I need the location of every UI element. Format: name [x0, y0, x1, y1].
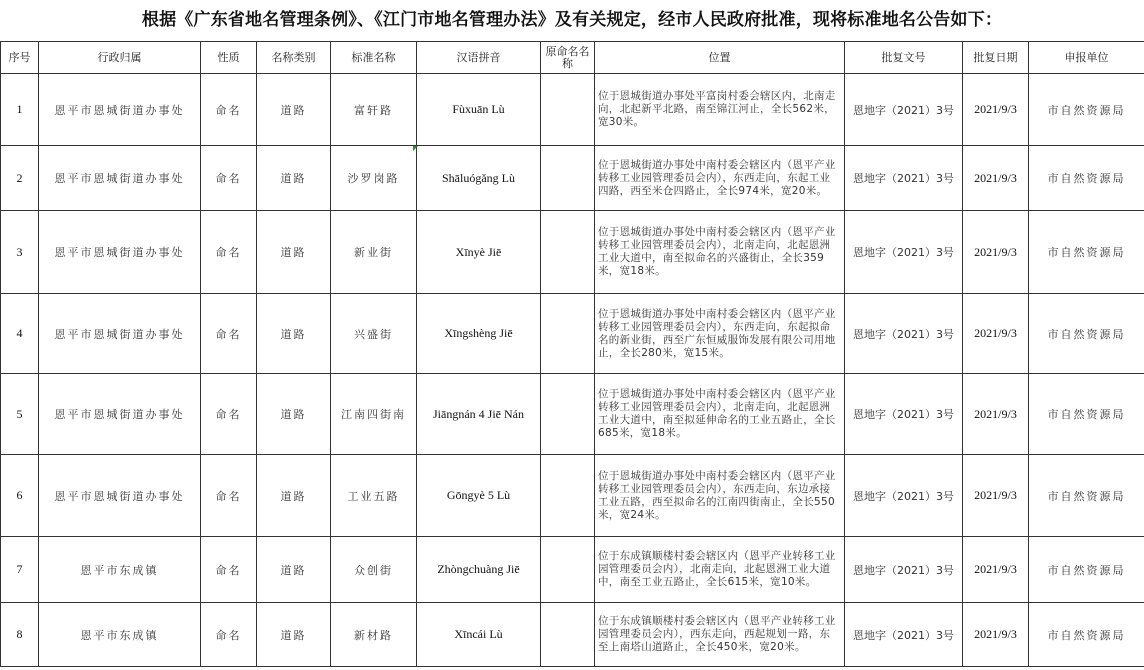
cell-date: 2021/9/3 — [963, 374, 1029, 455]
header-doc-no: 批复文号 — [845, 42, 963, 74]
cell-doc-no: 恩地字（2021）3号 — [845, 146, 963, 211]
cell-no: 6 — [1, 455, 39, 537]
cell-doc-no: 恩地字（2021）3号 — [845, 603, 963, 667]
header-row — [1, 42, 1144, 74]
cell-location: 位于恩城街道办事处中南村委会辖区内（恩平产业转移工业园管理委员会内），北南走向，北起恩洲工业大道中，南至拟命名的兴盛街止，全长359米，宽18米。 — [595, 211, 845, 294]
cell-original-name — [541, 146, 595, 211]
cell-unit: 市自然资源局 — [1029, 146, 1144, 211]
cell-category: 道路 — [257, 374, 331, 455]
cell-standard-name: 工业五路 — [331, 455, 417, 537]
header-standard-name: 标准名称 — [331, 42, 417, 74]
cell-comment-marker — [413, 146, 418, 151]
cell-no: 3 — [1, 211, 39, 294]
cell-admin: 恩平市恩城街道办事处 — [39, 211, 201, 294]
cell-no: 5 — [1, 374, 39, 455]
header-date: 批复日期 — [963, 42, 1029, 74]
cell-nature: 命名 — [201, 211, 257, 294]
cell-nature: 命名 — [201, 294, 257, 374]
page-title: 根据《广东省地名管理条例》、《江门市地名管理办法》及有关规定，经市人民政府批准，现将标准地名公告如下： — [141, 10, 1003, 30]
cell-doc-no: 恩地字（2021）3号 — [845, 74, 963, 146]
cell-pinyin: Xīnyè Jiē — [417, 211, 541, 294]
table-row — [1, 537, 1144, 603]
cell-pinyin: Zhòngchuàng Jiē — [417, 537, 541, 603]
cell-unit: 市自然资源局 — [1029, 74, 1144, 146]
cell-admin: 恩平市恩城街道办事处 — [39, 374, 201, 455]
cell-standard-name: 众创街 — [331, 537, 417, 603]
cell-date: 2021/9/3 — [963, 603, 1029, 667]
cell-nature: 命名 — [201, 603, 257, 667]
cell-unit: 市自然资源局 — [1029, 537, 1144, 603]
cell-admin: 恩平市东成镇 — [39, 537, 201, 603]
header-unit: 申报单位 — [1029, 42, 1144, 74]
cell-category: 道路 — [257, 537, 331, 603]
header-category: 名称类别 — [257, 42, 331, 74]
table-row — [1, 74, 1144, 146]
cell-pinyin: Jiāngnán 4 Jiē Nán — [417, 374, 541, 455]
cell-pinyin: Xīngshèng Jiē — [417, 294, 541, 374]
cell-admin: 恩平市恩城街道办事处 — [39, 294, 201, 374]
cell-doc-no: 恩地字（2021）3号 — [845, 455, 963, 537]
cell-original-name — [541, 74, 595, 146]
cell-admin: 恩平市东成镇 — [39, 603, 201, 667]
cell-original-name — [541, 374, 595, 455]
cell-standard-name: 江南四街南 — [331, 374, 417, 455]
header-original-name: 原命名名称 — [541, 42, 595, 74]
header-location: 位置 — [595, 42, 845, 74]
cell-date: 2021/9/3 — [963, 455, 1029, 537]
cell-standard-name: 新材路 — [331, 603, 417, 667]
cell-original-name — [541, 537, 595, 603]
cell-unit: 市自然资源局 — [1029, 374, 1144, 455]
cell-location: 位于东成镇顺楼村委会辖区内（恩平产业转移工业园管理委员会内），西东走向，西起规划一路，东至上南塔山道路止，全长450米，宽20米。 — [595, 603, 845, 667]
cell-nature: 命名 — [201, 537, 257, 603]
cell-category: 道路 — [257, 294, 331, 374]
cell-no: 1 — [1, 74, 39, 146]
cell-pinyin: Xīncái Lù — [417, 603, 541, 667]
table-row — [1, 455, 1144, 537]
cell-category: 道路 — [257, 74, 331, 146]
cell-unit: 市自然资源局 — [1029, 603, 1144, 667]
cell-date: 2021/9/3 — [963, 294, 1029, 374]
cell-admin: 恩平市恩城街道办事处 — [39, 455, 201, 537]
cell-date: 2021/9/3 — [963, 537, 1029, 603]
table-row — [1, 146, 1144, 211]
cell-location: 位于恩城街道办事处中南村委会辖区内（恩平产业转移工业园管理委员会内），东西走向，东边承接工业五路，西至拟命名的江南四街南止，全长550米，宽24米。 — [595, 455, 845, 537]
cell-category: 道路 — [257, 211, 331, 294]
table-row — [1, 603, 1144, 667]
cell-nature: 命名 — [201, 455, 257, 537]
cell-unit: 市自然资源局 — [1029, 455, 1144, 537]
cell-location: 位于恩城街道办事处平富岗村委会辖区内，北南走向，北起新平北路，南至锦江河止，全长562米，宽30米。 — [595, 74, 845, 146]
cell-date: 2021/9/3 — [963, 146, 1029, 211]
cell-nature: 命名 — [201, 374, 257, 455]
cell-unit: 市自然资源局 — [1029, 211, 1144, 294]
cell-unit: 市自然资源局 — [1029, 294, 1144, 374]
header-pinyin: 汉语拼音 — [417, 42, 541, 74]
cell-original-name — [541, 294, 595, 374]
cell-location: 位于恩城街道办事处中南村委会辖区内（恩平产业转移工业园管理委员会内），东西走向，东起拟命名的新业街，西至广东恒威服饰发展有限公司用地止，全长280米，宽15米。 — [595, 294, 845, 374]
cell-doc-no: 恩地字（2021）3号 — [845, 537, 963, 603]
cell-original-name — [541, 455, 595, 537]
cell-standard-name: 兴盛街 — [331, 294, 417, 374]
cell-no: 2 — [1, 146, 39, 211]
table-row — [1, 211, 1144, 294]
table-row — [1, 374, 1144, 455]
cell-pinyin: Gōngyè 5 Lù — [417, 455, 541, 537]
cell-nature: 命名 — [201, 146, 257, 211]
header-no: 序号 — [1, 42, 39, 74]
cell-location: 位于恩城街道办事处中南村委会辖区内（恩平产业转移工业园管理委员会内），东西走向，东起工业四路，西至米仓四路止，全长974米，宽20米。 — [595, 146, 845, 211]
cell-category: 道路 — [257, 146, 331, 211]
cell-location: 位于恩城街道办事处中南村委会辖区内（恩平产业转移工业园管理委员会内），北南走向，北起恩洲工业大道中，南至拟延伸命名的工业五路止，全长685米，宽18米。 — [595, 374, 845, 455]
cell-no: 4 — [1, 294, 39, 374]
cell-date: 2021/9/3 — [963, 74, 1029, 146]
cell-pinyin: Shāluógǎng Lù — [417, 146, 541, 211]
cell-admin: 恩平市恩城街道办事处 — [39, 146, 201, 211]
header-admin: 行政归属 — [39, 42, 201, 74]
cell-category: 道路 — [257, 603, 331, 667]
cell-standard-name: 富轩路 — [331, 74, 417, 146]
cell-date: 2021/9/3 — [963, 211, 1029, 294]
cell-nature: 命名 — [201, 74, 257, 146]
cell-pinyin: Fùxuān Lù — [417, 74, 541, 146]
cell-no: 7 — [1, 537, 39, 603]
cell-no: 8 — [1, 603, 39, 667]
table-row — [1, 294, 1144, 374]
place-name-table — [0, 41, 1144, 667]
cell-location: 位于东成镇顺楼村委会辖区内（恩平产业转移工业园管理委员会内），北南走向，北起恩洲工业大道中，南至工业五路止，全长615米，宽10米。 — [595, 537, 845, 603]
cell-original-name — [541, 603, 595, 667]
header-nature: 性质 — [201, 42, 257, 74]
cell-admin: 恩平市恩城街道办事处 — [39, 74, 201, 146]
cell-standard-name: 沙罗岗路 — [331, 146, 417, 211]
cell-category: 道路 — [257, 455, 331, 537]
cell-original-name — [541, 211, 595, 294]
cell-doc-no: 恩地字（2021）3号 — [845, 211, 963, 294]
cell-standard-name: 新业街 — [331, 211, 417, 294]
cell-doc-no: 恩地字（2021）3号 — [845, 374, 963, 455]
cell-doc-no: 恩地字（2021）3号 — [845, 294, 963, 374]
